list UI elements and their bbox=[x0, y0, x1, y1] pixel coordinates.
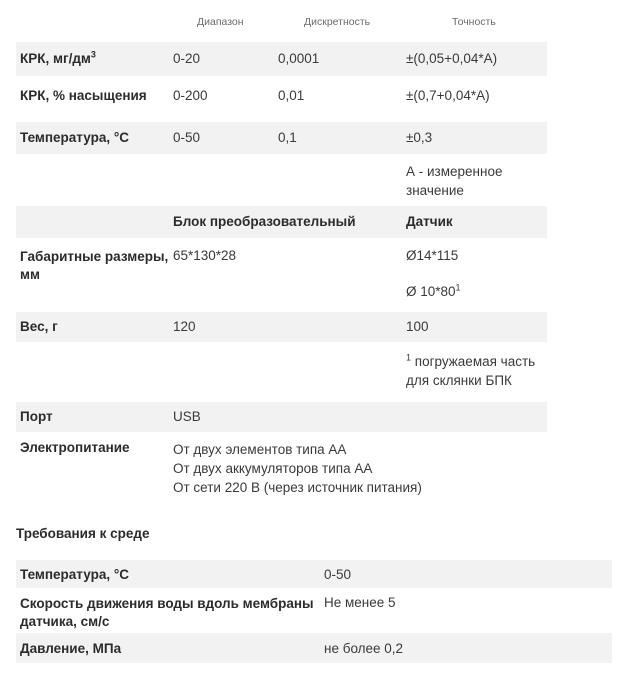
dimensions-label-line1: Габаритные размеры, bbox=[20, 249, 169, 264]
env-label-temperature: Температура, °С bbox=[20, 567, 129, 582]
row-band-weight bbox=[16, 312, 547, 342]
cell-weight-sensor: 100 bbox=[406, 319, 429, 334]
env-value-temperature: 0-50 bbox=[324, 567, 352, 582]
footnote bbox=[406, 352, 535, 390]
cell-range-krk-mg: 0-20 bbox=[173, 51, 201, 66]
row-label-port: Порт bbox=[20, 409, 53, 424]
row-label-weight: Вес, г bbox=[20, 319, 58, 334]
cell-accuracy-krk-mg: ±(0,05+0,04*А) bbox=[406, 51, 498, 66]
row-label-temperature: Температура, °С bbox=[20, 130, 129, 145]
env-label-pressure: Давление, МПа bbox=[20, 641, 122, 656]
footnote-line1: погружаемая часть bbox=[411, 354, 536, 369]
cell-weight-block: 120 bbox=[173, 319, 196, 334]
row-label-krk-mg: КРК, $мг/дм^3$ bbox=[20, 49, 96, 66]
note-a bbox=[406, 162, 502, 200]
dimensions-label-line2: мм bbox=[20, 267, 40, 282]
cell-dimensions-sensor2: Ø $10*80^1$ bbox=[406, 282, 461, 299]
row-label-dimensions bbox=[20, 248, 168, 284]
cell-dimensions-block: 65*130*28 bbox=[173, 248, 237, 263]
header-accuracy: Точность bbox=[452, 16, 496, 28]
env-value-water-speed: Не менее 5 bbox=[324, 595, 396, 610]
env-label-water-speed-line2: датчика, см/с bbox=[20, 614, 110, 629]
cell-resolution-temperature: 0,1 bbox=[278, 130, 297, 145]
power-line-3: От сети 220 В (через источник питания) bbox=[173, 480, 422, 495]
superscript-1: 1 bbox=[455, 282, 461, 293]
row-band-port bbox=[16, 402, 547, 432]
cell-range-krk-percent: 0-200 bbox=[173, 88, 208, 103]
row-label-krk-percent: КРК, % насыщения bbox=[20, 88, 147, 103]
cell-resolution-krk-mg: 0,0001 bbox=[278, 51, 320, 66]
header-sensor: Датчик bbox=[406, 214, 453, 229]
note-a-line1: А - измеренное bbox=[406, 164, 503, 179]
cell-power-values bbox=[173, 440, 422, 497]
header-block: Блок преобразовательный bbox=[173, 214, 356, 229]
note-a-line2: значение bbox=[406, 183, 464, 198]
cell-port-value: USB bbox=[173, 409, 201, 424]
superscript-3: 3 bbox=[90, 49, 96, 60]
power-line-1: От двух элементов типа АА bbox=[173, 442, 347, 457]
env-label-water-speed-line1: Скорость движения воды вдоль мембраны bbox=[20, 596, 314, 611]
cell-resolution-krk-percent: 0,01 bbox=[278, 88, 305, 103]
cell-range-temperature: 0-50 bbox=[173, 130, 201, 145]
footnote-line2: для склянки БПК bbox=[406, 373, 512, 388]
header-range: Диапазон bbox=[197, 16, 244, 28]
env-value-pressure: не более 0,2 bbox=[324, 641, 404, 656]
row-label-power: Электропитание bbox=[20, 440, 130, 455]
power-line-2: От двух аккумуляторов типа АА bbox=[173, 461, 373, 476]
footnote-marker: 1 bbox=[406, 352, 412, 363]
cell-accuracy-krk-percent: ±(0,7+0,04*А) bbox=[406, 88, 490, 103]
cell-accuracy-temperature: ±0,3 bbox=[406, 130, 433, 145]
env-label-water-speed bbox=[20, 595, 314, 631]
header-resolution: Дискретность bbox=[304, 16, 371, 28]
cell-dimensions-sensor1: Ø14*115 bbox=[406, 248, 459, 263]
section-title-environment: Требования к среде bbox=[16, 526, 150, 541]
